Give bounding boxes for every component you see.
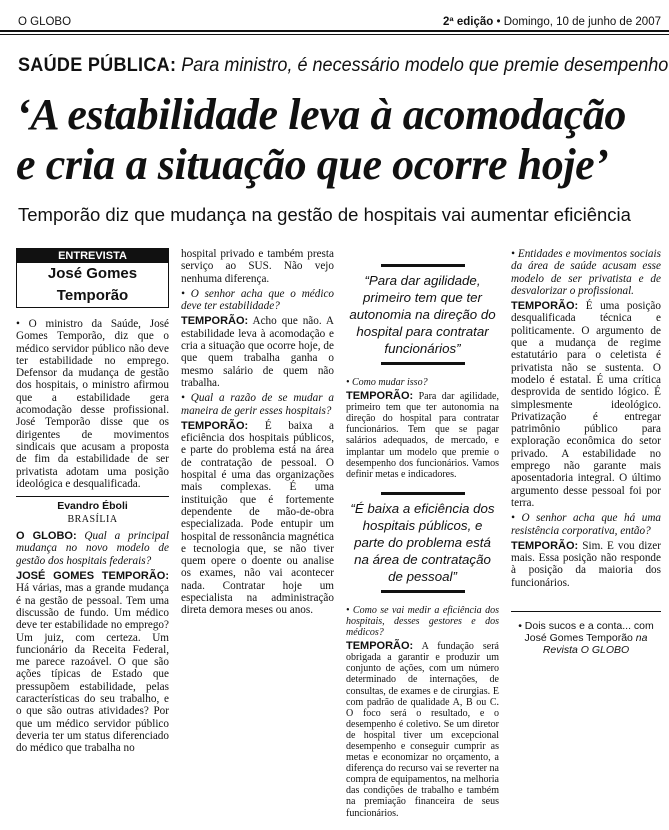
credit-on: na xyxy=(635,632,648,645)
answer-label: JOSÉ GOMES TEMPORÃO: xyxy=(16,570,169,583)
article-column-3 xyxy=(346,248,499,822)
article-column-2 xyxy=(181,248,334,620)
masthead-rule-thin xyxy=(0,34,669,35)
interview-box xyxy=(16,248,169,308)
edition-label: 2ª edição xyxy=(443,16,494,28)
answer-7 xyxy=(511,540,661,589)
question-3: • Qual a razão de se mudar a maneira de gerir esses hospitais? xyxy=(181,392,334,417)
date-label: • Domingo, 10 de junho de 2007 xyxy=(496,16,661,28)
magazine-credit xyxy=(511,611,661,656)
answer-text: É uma posição desqualificada técnica e politicamente. O argumento de que a mudança de regime estatutário para o celetista é privatista não se sustenta. O modelo é estatal. É uma crítica desprovida de sentido lógico. É simplesmente ideológico. Privatização é entregar patrimônio público para exploração econômica do setor privado. A estabilidade no emprego não garante mais aposentadoria integral. O último argumento desse pessoal foi por terra. xyxy=(511,300,661,509)
answer-text: A fundação será obrigada a garantir e produzir um conjunto de ações, com um número determinado de internações, de consultas, de exames e de cirurgias. E com padrão de qualidade A, B ou C. O foco será o resultado, e o desempenho é coletivo. Se um diretor de hospital tiver um excepcional desempenho e conseguir cumprir as metas e economizar no orçamento, a diferença do recurso vai se reverter na compra de equipamentos, na melhoria das condições de trabalho e também na premiação financeira de seus funcionários. xyxy=(346,641,499,819)
headline-line-1: ‘A estabilidade leva à acomodação xyxy=(16,90,627,139)
section-label: SAÚDE PÚBLICA: xyxy=(18,55,177,76)
byline-place: BRASÍLIA xyxy=(67,514,118,526)
answer-1-continued: hospital privado e também presta serviço ao SUS. Não vejo nenhuma diferença. xyxy=(181,248,334,285)
answer-3 xyxy=(181,420,334,617)
answer-label: TEMPORÃO: xyxy=(346,390,414,403)
interview-label: ENTREVISTA xyxy=(17,249,168,263)
article-column-4 xyxy=(511,248,661,656)
article-column-1 xyxy=(16,248,169,758)
edition-date xyxy=(443,16,661,28)
question-6: • Entidades e movimentos sociais da área de saúde acusam esse modelo de ser privatista e de desvalorizar o profissional. xyxy=(511,248,661,297)
answer-label: TEMPORÃO: xyxy=(181,315,249,328)
byline-author: Evandro Éboli xyxy=(16,496,169,513)
deck-subtitle: Temporão diz que mudança na gestão de hospitais vai aumentar eficiência xyxy=(18,204,631,225)
question-text: Qual a principal mudança no novo modelo de gestão dos hospitais federais? xyxy=(16,530,169,567)
answer-5 xyxy=(346,641,499,819)
interviewee-name: José Gomes Temporão xyxy=(47,265,138,304)
masthead xyxy=(18,8,661,28)
question-label: O GLOBO: xyxy=(16,530,77,543)
answer-6 xyxy=(511,300,661,509)
question-4: • Como mudar isso? xyxy=(346,377,428,388)
answer-text: É baixa a eficiência dos hospitais públicos, e parte do problema está na área de contratação de pessoal. O hospital é uma das organizações mais complexas. É uma instituição que é fortemente dependente de mão-de-obra especializada. Pode entupir um hospital de ressonância magnética e tecnologia que, se não tiver quem opere o doente ou analise os exames, não vai acontecer nada. Contratar hoje um especialista na administração direta demora meses ou anos. xyxy=(181,419,334,617)
answer-4 xyxy=(346,391,499,480)
pull-quote-top: “Para dar agilidade, primeiro tem que ter autonomia na direção do hospital para contratar funcionários” xyxy=(346,264,499,365)
kicker-text: Para ministro, é necessário modelo que premie desempenho xyxy=(181,55,669,76)
question-1 xyxy=(16,530,169,567)
answer-2 xyxy=(181,315,334,389)
headline-line-2: e cria a situação que ocorre hoje’ xyxy=(16,140,609,189)
masthead-rule xyxy=(0,30,669,32)
pull-quote-middle: “É baixa a eficiência dos hospitais públicos, e parte do problema está na área de contratação de pessoal” xyxy=(346,492,499,593)
credit-line-2: Revista O GLOBO xyxy=(542,644,630,657)
answer-text: Sim. E vou dizer mais. Essa posição não responde à posição da maioria dos funcionários. xyxy=(511,539,662,589)
question-5: • Como se vai medir a eficiência dos hospitais, desses gestores e dos médicos? xyxy=(346,604,499,639)
answer-text: Acho que não. A estabilidade leva à acomodação e cria a situação que ocorre hoje, de que quem trabalha ganha o mesmo salário de quem não trabalha. xyxy=(181,315,334,389)
answer-label: TEMPORÃO: xyxy=(346,640,414,653)
answer-label: TEMPORÃO: xyxy=(181,419,249,432)
newspaper-name: O GLOBO xyxy=(18,16,72,28)
answer-label: TEMPORÃO: xyxy=(511,300,579,313)
answer-text: Para dar agilidade, primeiro tem que ter autonomia na direção do hospital para contratar funcionários. Tem que se pagar salários adequados, de mercado, e implantar um modelo que premie o desempenho dos funcionários. Vamos definir metas e indicadores. xyxy=(346,391,499,480)
intro-paragraph: • O ministro da Saúde, José Gomes Temporão, diz que o médico servidor público não deve ter estabilidade no emprego. Defensor da mudança de gestão dos hospitais, o ministro afirmou que a estabilidade gera acomodação desse profissional. José Temporão disse que os dirigentes de movimentos sindicais que acusam a proposta de fim da estabilidade de ser privatista adotam uma posição ideológica e desqualificada. xyxy=(16,318,169,490)
credit-line-1: • Dois sucos e a conta... com José Gomes Temporão xyxy=(518,620,654,645)
kicker xyxy=(18,55,668,77)
question-7: • O senhor acha que há uma resistência corporativa, então? xyxy=(511,512,661,537)
question-2: • O senhor acha que o médico deve ter estabilidade? xyxy=(181,287,334,313)
answer-1 xyxy=(16,570,169,754)
headline xyxy=(16,90,666,190)
answer-label: TEMPORÃO: xyxy=(511,539,579,552)
answer-text: Há várias, mas a grande mudança é na gestão de pessoal. Tem uma discussão de fundo. Um médico deve ter estabilidade no emprego? Um juiz, com certeza. Um funcionário da Receita Federal, me parece razoável. O que são ações típicas de Estado que pressupõem estabilidade, pelas características do seu trabalho, e o que são outras atividades? Por que um médico servidor público deveria ter um status diferenciado do médico que trabalha no xyxy=(16,582,169,755)
